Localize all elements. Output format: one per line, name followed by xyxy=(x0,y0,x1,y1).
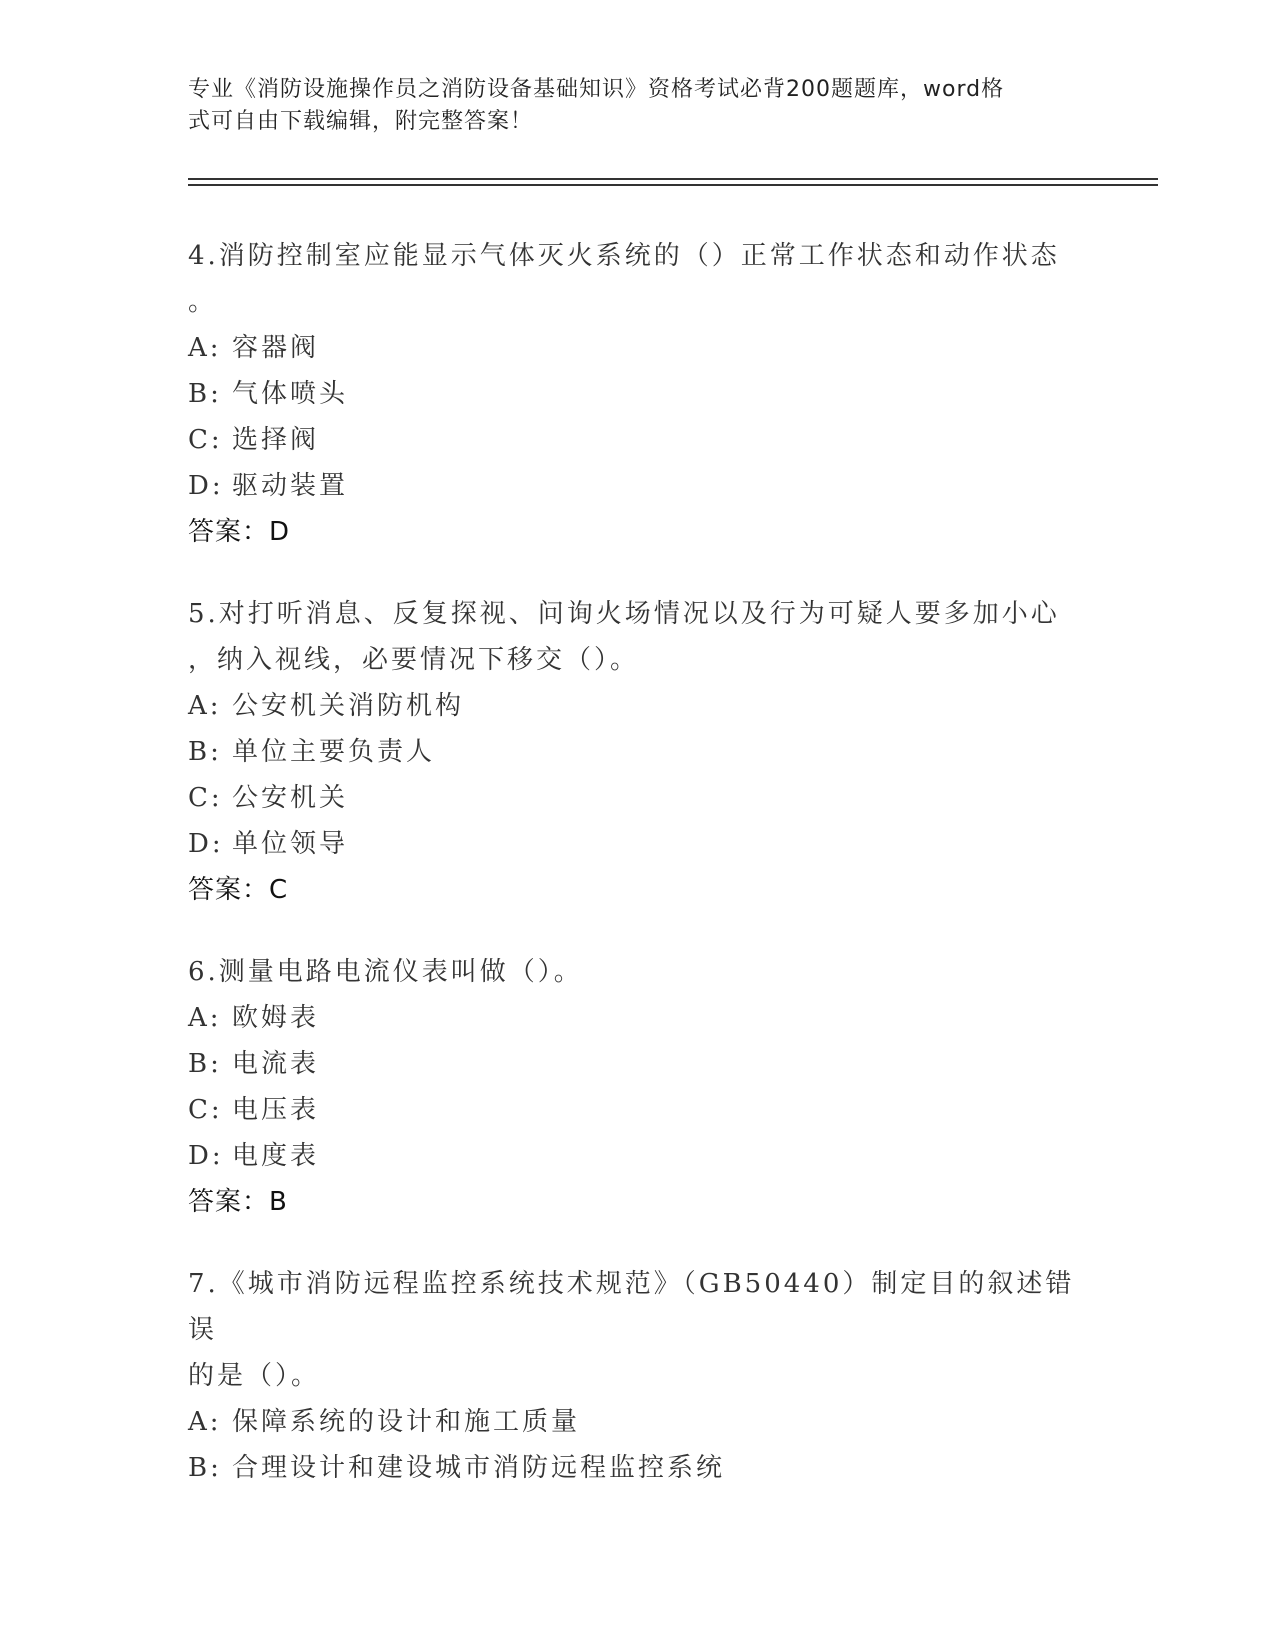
option-d xyxy=(188,463,1088,509)
question-text: 7.《城市消防远程监控系统技术规范》（GB50440）制定目的叙述错误 xyxy=(188,1269,1075,1345)
question-text: 4.消防控制室应能显示气体灭火系统的（）正常工作状态和动作状态 xyxy=(188,241,1060,271)
answer: 答案：B xyxy=(188,1187,288,1217)
question-list xyxy=(188,233,1088,1527)
answer: 答案：C xyxy=(188,875,289,905)
option-letter: B: xyxy=(188,1453,222,1483)
option-letter: B: xyxy=(188,737,222,767)
option-text: 电压表 xyxy=(232,1095,320,1125)
option-b xyxy=(188,1445,1088,1491)
option-text: 单位主要负责人 xyxy=(232,737,436,767)
option-letter: D: xyxy=(188,829,224,859)
option-letter: C: xyxy=(188,1095,223,1125)
question-text: 5.对打听消息、反复探视、问询火场情况以及行为可疑人要多加小心 xyxy=(188,599,1060,629)
document-header xyxy=(188,74,1088,138)
option-letter: D: xyxy=(188,471,224,501)
option-letter: B: xyxy=(188,1049,222,1079)
header-line-2: 式可自由下载编辑，附完整答案！ xyxy=(188,109,534,134)
question-7 xyxy=(188,1261,1088,1491)
option-d xyxy=(188,1133,1088,1179)
option-b xyxy=(188,729,1088,775)
header-divider-top xyxy=(188,178,1158,180)
option-letter: A: xyxy=(188,1407,222,1437)
question-5 xyxy=(188,591,1088,913)
option-a xyxy=(188,1399,1088,1445)
option-c xyxy=(188,1087,1088,1133)
option-letter: A: xyxy=(188,1003,222,1033)
header-divider-bottom xyxy=(188,184,1158,186)
option-a xyxy=(188,683,1088,729)
option-text: 电度表 xyxy=(232,1141,320,1171)
option-c xyxy=(188,775,1088,821)
option-c xyxy=(188,417,1088,463)
question-text: 6.测量电路电流仪表叫做（）。 xyxy=(188,957,583,987)
question-text-continued: ，纳入视线，必要情况下移交（）。 xyxy=(188,645,640,675)
option-b xyxy=(188,1041,1088,1087)
option-text: 容器阀 xyxy=(232,333,320,363)
option-text: 单位领导 xyxy=(232,829,349,859)
option-letter: C: xyxy=(188,783,223,813)
option-d xyxy=(188,821,1088,867)
option-letter: D: xyxy=(188,1141,224,1171)
option-a xyxy=(188,995,1088,1041)
option-letter: C: xyxy=(188,425,223,455)
option-text: 选择阀 xyxy=(232,425,320,455)
question-text-continued: 的是（）。 xyxy=(188,1361,321,1391)
option-text: 气体喷头 xyxy=(232,379,349,409)
option-text: 保障系统的设计和施工质量 xyxy=(232,1407,581,1437)
option-letter: A: xyxy=(188,333,222,363)
option-letter: A: xyxy=(188,691,222,721)
option-text: 公安机关 xyxy=(232,783,349,813)
option-text: 公安机关消防机构 xyxy=(232,691,465,721)
header-line-1: 专业《消防设施操作员之消防设备基础知识》资格考试必背200题题库，word格 xyxy=(188,77,1005,102)
option-text: 欧姆表 xyxy=(232,1003,320,1033)
question-text-continued: 。 xyxy=(188,287,218,317)
option-text: 电流表 xyxy=(232,1049,320,1079)
option-text: 驱动装置 xyxy=(232,471,349,501)
option-letter: B: xyxy=(188,379,222,409)
question-4 xyxy=(188,233,1088,555)
question-6 xyxy=(188,949,1088,1225)
option-a xyxy=(188,325,1088,371)
option-text: 合理设计和建设城市消防远程监控系统 xyxy=(232,1453,726,1483)
answer: 答案：D xyxy=(188,517,291,547)
option-b xyxy=(188,371,1088,417)
